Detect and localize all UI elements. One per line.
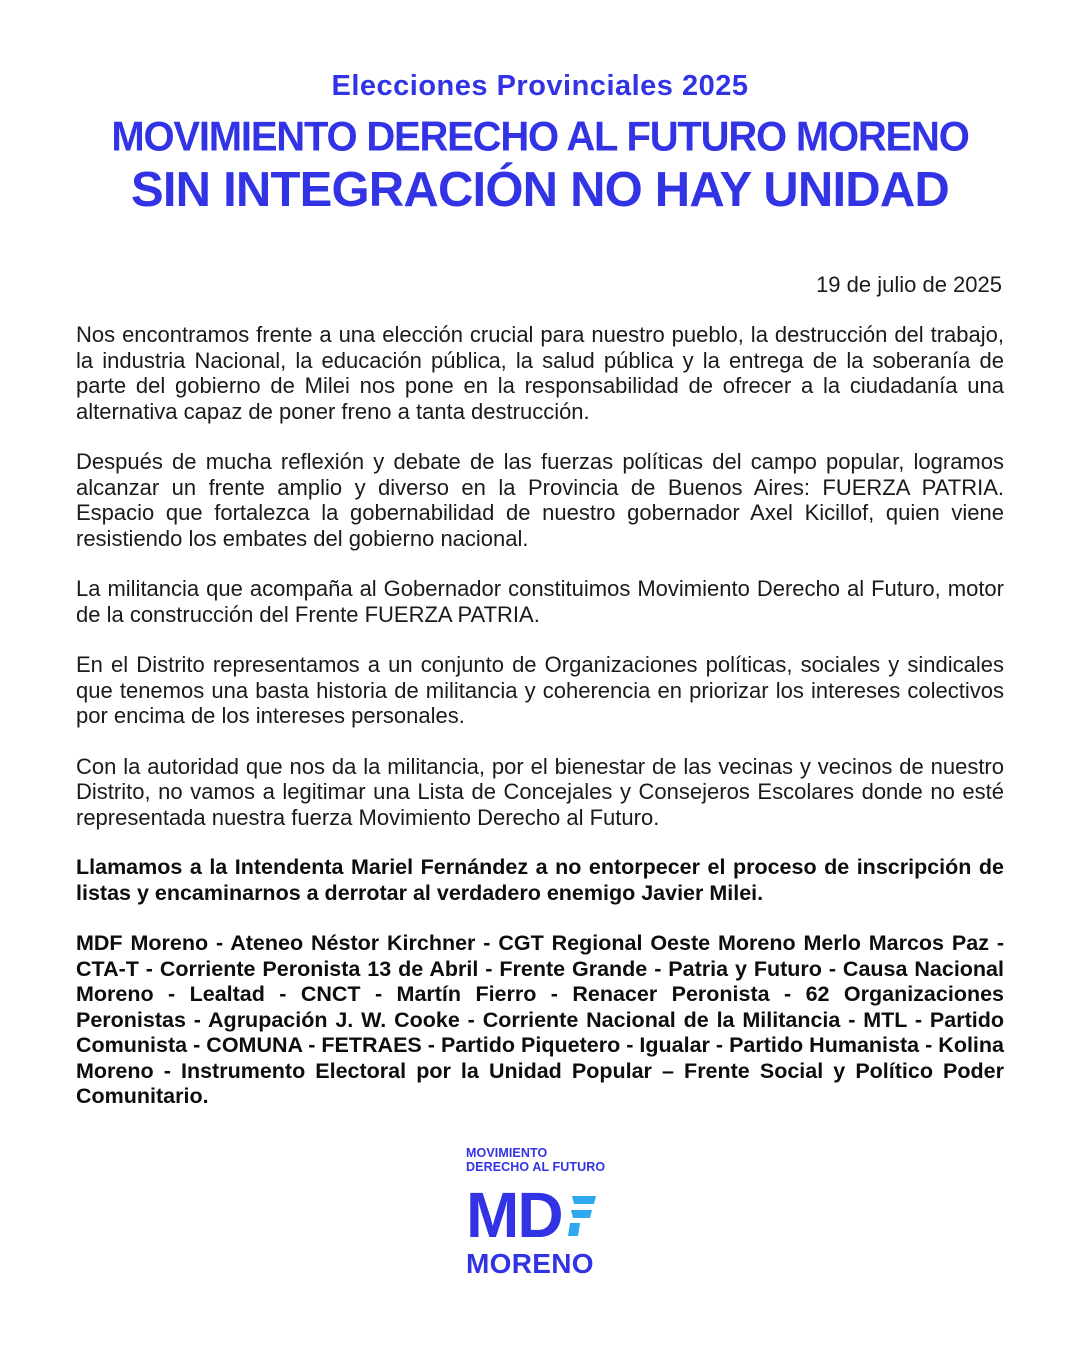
paragraph: Después de mucha reflexión y debate de las fuerzas políticas del campo popular, logramos alcanzar un frente amplio y diverso en la Provincia de Buenos Aires: FUERZA PATRIA. Espacio que fortalezca la gobernabilidad de nuestro gobernador Axel Kicillof, quien viene resistiendo los embates del gobierno nacional. [76, 449, 1004, 551]
f-stripes-icon [568, 1192, 598, 1238]
mdf-moreno-logo [466, 1146, 626, 1280]
call-to-action: Llamamos a la Intendenta Mariel Fernández a no entorpecer el proceso de inscripción de listas y encaminarnos a derrotar al verdadero enemigo Javier Milei. [76, 855, 1004, 905]
logo-line-1: MOVIMIENTO [466, 1146, 548, 1160]
kicker-title: Elecciones Provinciales 2025 [331, 70, 749, 102]
logo-mark-letters: MD [466, 1179, 562, 1251]
signatories-list: MDF Moreno - Ateneo Néstor Kirchner - CGT Regional Oeste Moreno Merlo Marcos Paz - CTA-T - Corriente Peronista 13 de Abril - Frente Grande - Patria y Futuro - Causa Nacional Moreno - Lealtad - CNCT - Martín Fierro - Renacer Peronista - 62 Organizaciones Peronistas - Agrupación J. W. Cooke - Corriente Nacional de la Militancia - MTL - Partido Comunista - COMUNA - FETRAES - Partido Piquetero - Igualar - Partido Humanista - Kolina Moreno - Instrumento Electoral por la Unidad Popular – Frente Social y Político Poder Comunitario. [76, 931, 1004, 1108]
paragraph: Con la autoridad que nos da la militancia, por el bienestar de las vecinas y vecinos de nuestro Distrito, no vamos a legitimar una Lista de Concejales y Consejeros Escolares donde no esté representada nuestra fuerza Movimiento Derecho al Futuro. [76, 753, 1004, 830]
document-date: 19 de julio de 2025 [816, 272, 1002, 297]
logo-mark [466, 1179, 626, 1251]
paragraph: La militancia que acompaña al Gobernador constituimos Movimiento Derecho al Futuro, motor de la construcción del Frente FUERZA PATRIA. [76, 576, 1004, 627]
paragraph: En el Distrito representamos a un conjunto de Organizaciones políticas, sociales y sindicales que tenemos una basta historia de militancia y coherencia en priorizar los intereses colectivos por encima de los intereses personales. [76, 652, 1004, 728]
statement-body [76, 322, 1004, 1135]
paragraph: Nos encontramos frente a una elección crucial para nuestro pueblo, la destrucción del trabajo, la industria Nacional, la educación pública, la salud pública y la entrega de la soberanía de parte del gobierno de Milei nos pone en la responsabilidad de ofrecer a la ciudadanía una alternativa capaz de poner freno a tanta destrucción. [76, 322, 1004, 424]
header [0, 66, 1080, 218]
headline: SIN INTEGRACIÓN NO HAY UNIDAD [130, 163, 950, 217]
logo-line-2: DERECHO AL FUTURO [466, 1160, 606, 1174]
logo-moreno: MORENO [466, 1248, 594, 1279]
movement-title: MOVIMIENTO DERECHO AL FUTURO MORENO [111, 113, 969, 161]
